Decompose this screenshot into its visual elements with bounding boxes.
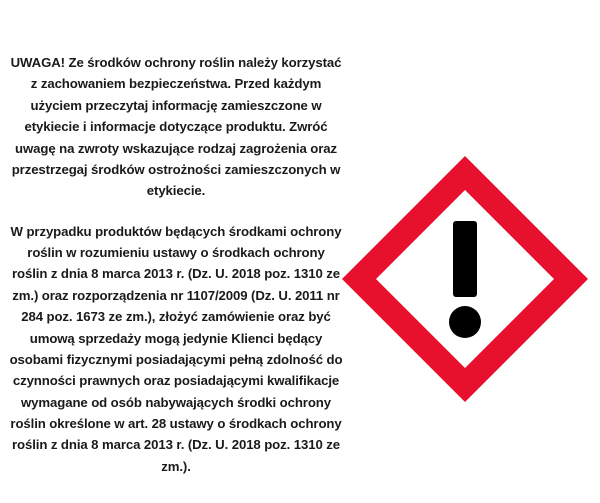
warning-paragraph-2: W przypadku produktów będących środkami ochrony roślin w rozumieniu ustawy o środkach ochrony roślin z dnia 8 marca 2013 r. (Dz. U. 2018 poz. 1310 ze zm.) oraz rozporządzenia nr 1107/2009 (Dz. U. 2011 nr 284 poz. 1673 ze zm.), złożyć zamówienie oraz być umową sprzedaży mogą jedynie Klienci będący osobami fizycznymi posiadającymi pełną zdolność do czynności prawnych oraz posiadającymi kwalifikacje wymagane od osób nabywających środki ochrony roślin określone w art. 28 ustawy o środkach ochrony roślin z dnia 8 marca 2013 r. (Dz. U. 2018 poz. 1310 ze zm.). bbox=[9, 223, 343, 474]
ghs-exclamation-mark-icon bbox=[336, 150, 594, 408]
warning-text-column bbox=[8, 52, 344, 477]
warning-paragraph-1: UWAGA! Ze środków ochrony roślin należy korzystać z zachowaniem bezpieczeństwa. Przed każdym użyciem przeczytaj informację zamieszczone w etykiecie i informacje dotyczące produktu. Zwróć uwagę na zwroty wskazujące rodzaj zagrożenia oraz przestrzegaj środków ostrożności zamieszczonych w etykiecie. bbox=[10, 55, 342, 199]
